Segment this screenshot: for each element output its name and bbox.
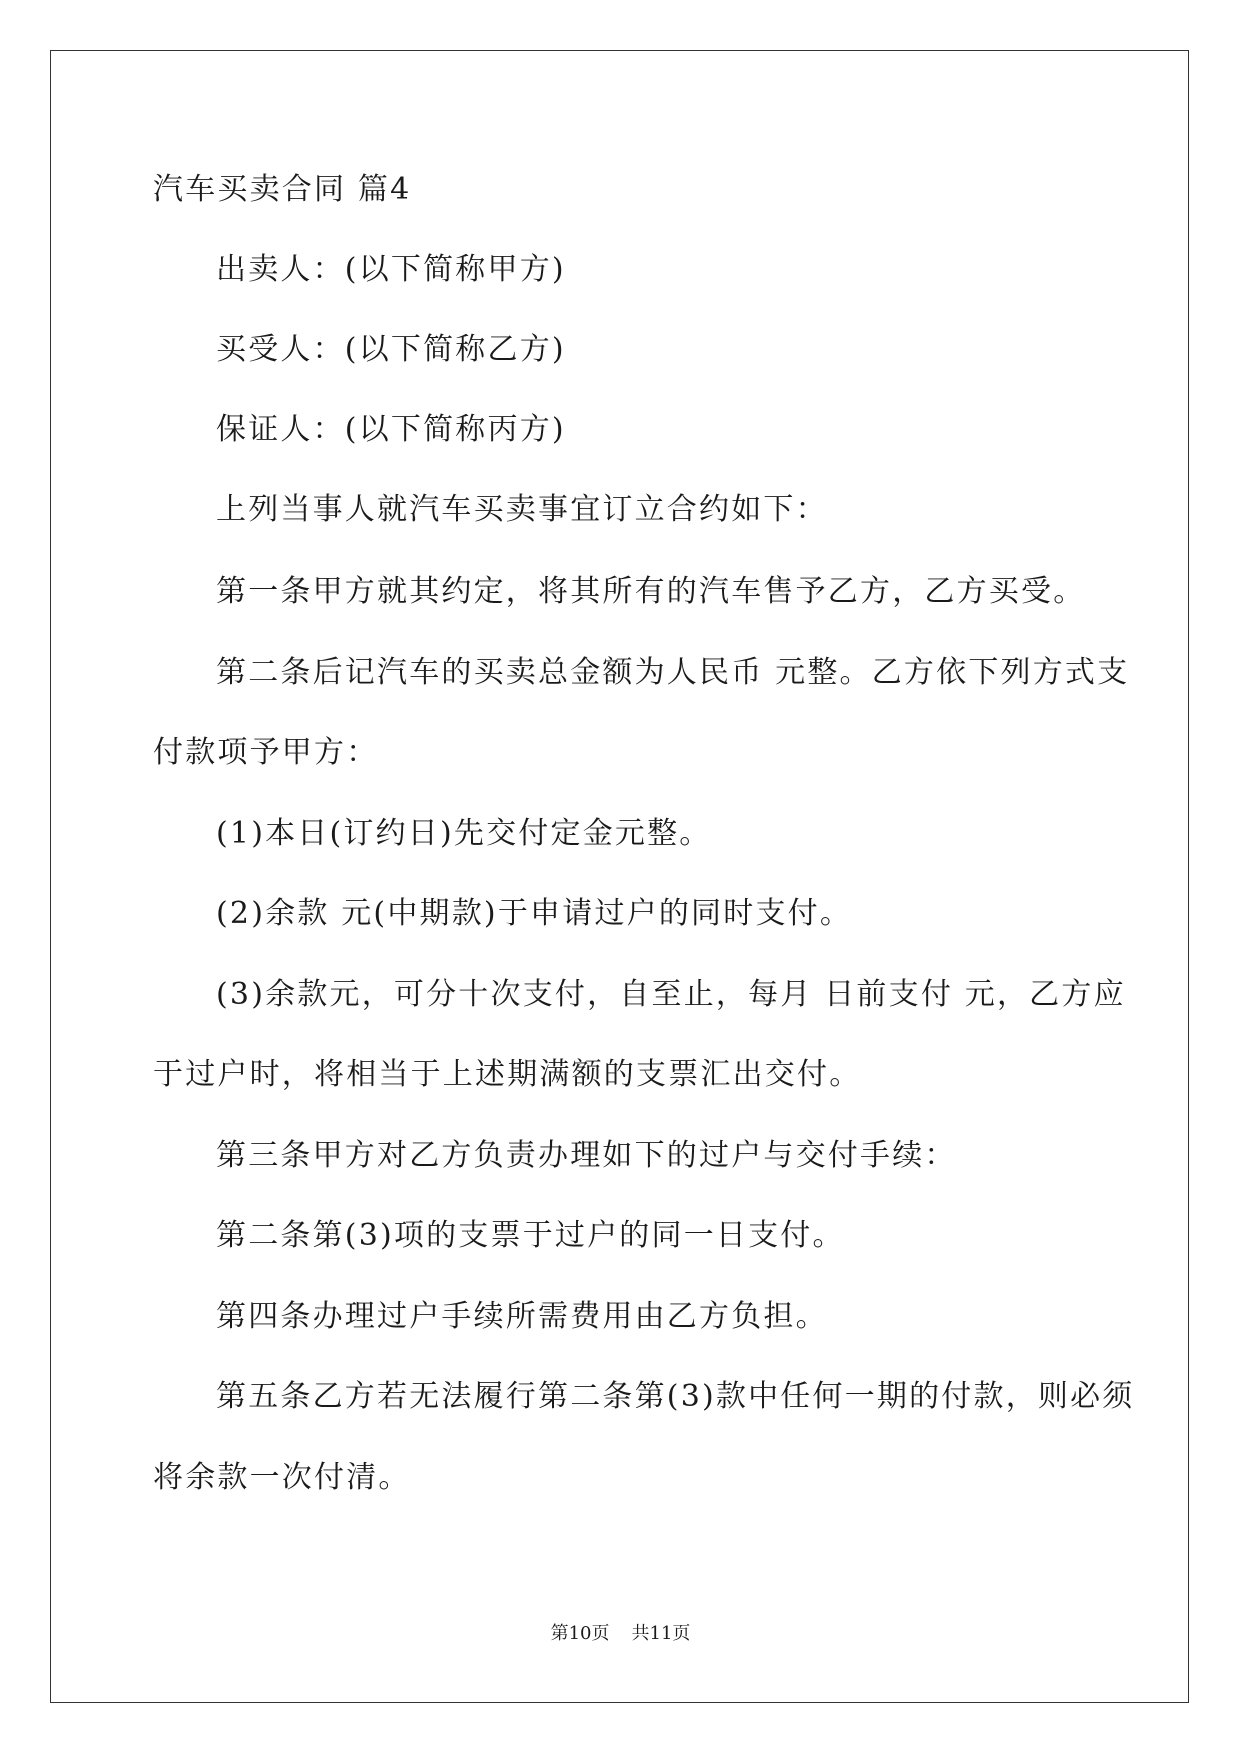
paragraph-article-5-cont: 将余款一次付清。 <box>153 1460 411 1495</box>
paragraph-article-2: 第二条后记汽车的买卖总金额为人民币 元整。乙方依下列方式支 <box>216 655 1130 690</box>
paragraph-buyer: 买受人：(以下简称乙方) <box>216 332 566 367</box>
paragraph-article-2-cont: 付款项予甲方： <box>153 735 379 770</box>
paragraph-guarantor: 保证人：(以下简称丙方) <box>216 412 566 447</box>
paragraph-item-1: (1)本日(订约日)先交付定金元整。 <box>216 816 712 851</box>
document-title: 汽车买卖合同 篇4 <box>153 172 412 207</box>
paragraph-article-3-detail: 第二条第(3)项的支票于过户的同一日支付。 <box>216 1218 845 1253</box>
paragraph-item-3: (3)余款元，可分十次支付，自至止，每月 日前支付 元，乙方应 <box>216 977 1126 1012</box>
page-footer <box>0 1622 1241 1646</box>
paragraph-article-1: 第一条甲方就其约定，将其所有的汽车售予乙方，乙方买受。 <box>216 574 1086 609</box>
page-border <box>50 50 1189 1703</box>
paragraph-article-4: 第四条办理过户手续所需费用由乙方负担。 <box>216 1299 828 1334</box>
paragraph-preamble: 上列当事人就汽车买卖事宜订立合约如下： <box>216 492 828 527</box>
paragraph-item-3-cont: 于过户时，将相当于上述期满额的支票汇出交付。 <box>153 1057 862 1092</box>
page-number-total: 共11页 <box>631 1623 691 1644</box>
page-number-current: 第10页 <box>550 1623 610 1644</box>
paragraph-seller: 出卖人：(以下简称甲方) <box>216 252 566 287</box>
paragraph-item-2: (2)余款 元(中期款)于申请过户的同时支付。 <box>216 896 853 931</box>
paragraph-article-3: 第三条甲方对乙方负责办理如下的过户与交付手续： <box>216 1138 957 1173</box>
paragraph-article-5: 第五条乙方若无法履行第二条第(3)款中任何一期的付款，则必须 <box>216 1379 1135 1414</box>
